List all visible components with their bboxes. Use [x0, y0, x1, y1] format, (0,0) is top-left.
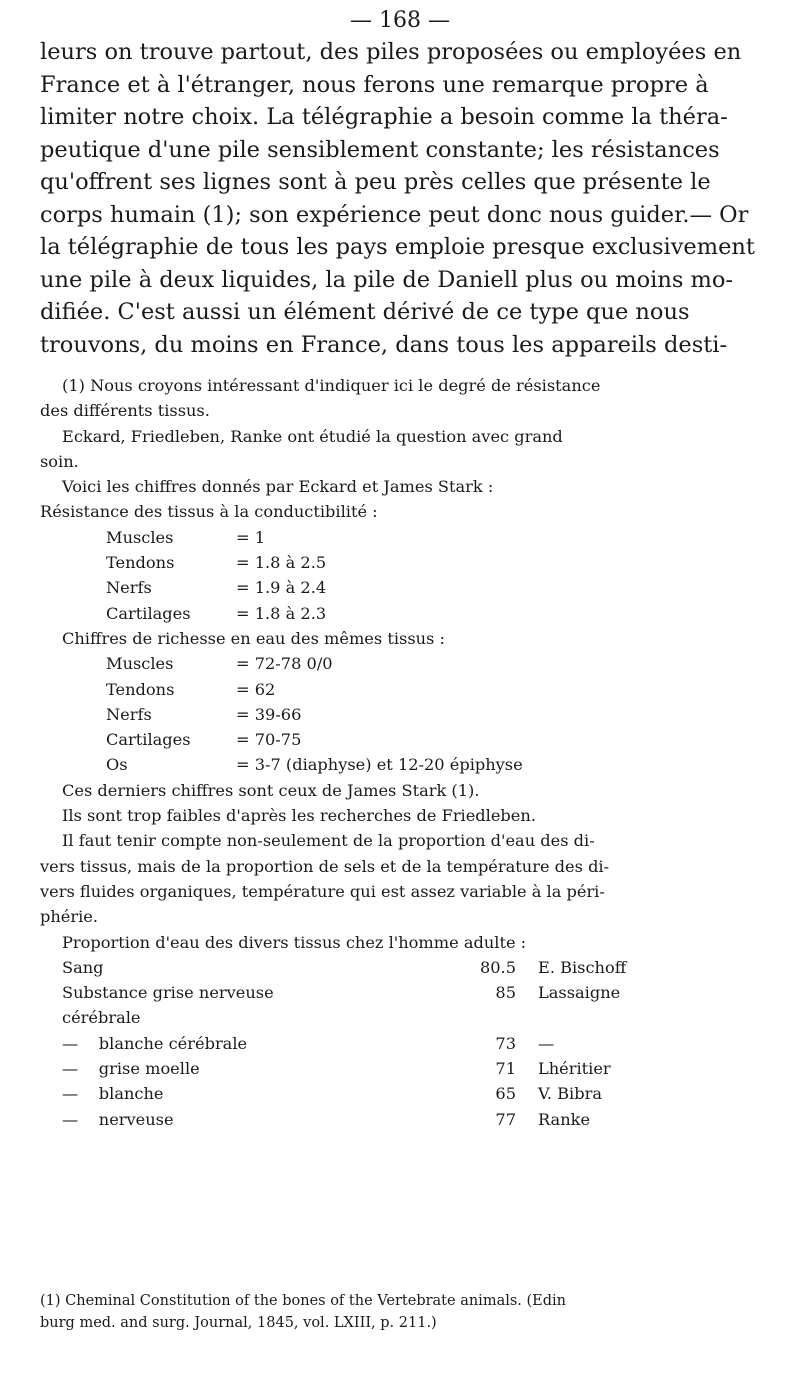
tissue-value: = 39-66	[236, 704, 302, 724]
tissue-name: Cartilages	[106, 603, 191, 623]
footnote-line: Eckard, Friedleben, Ranke ont étudié la question avec grand	[62, 426, 563, 446]
table-row	[62, 980, 626, 1031]
tissue-name: Cartilages	[106, 730, 191, 750]
tissue-value: = 1	[236, 527, 266, 547]
water-value: 77	[495, 1109, 516, 1129]
tissue-value: = 62	[236, 679, 276, 699]
tissue-name: Os	[106, 755, 128, 775]
table-cell	[62, 1031, 320, 1056]
resistance-heading: Résistance des tissus à la conductibilité :	[40, 502, 378, 522]
table-cell	[320, 1081, 398, 1106]
reference-line: burg med. and surg. Journal, 1845, vol. LXIII, p. 211.)	[40, 1315, 437, 1331]
source-name: Ranke	[538, 1109, 591, 1129]
footnote-line: vers fluides organiques, température qui est assez variable à la péri-	[40, 881, 605, 901]
tissue-prefix: —	[62, 1109, 79, 1129]
tissue-value: = 1.9 à 2.4	[236, 578, 327, 598]
water-row	[40, 651, 780, 676]
body-line: France et à l'étranger, nous ferons une remarque propre à	[40, 71, 709, 98]
table-cell	[62, 1081, 320, 1106]
table-row	[62, 955, 626, 980]
source-name: —	[538, 1033, 555, 1053]
resistance-row	[40, 601, 780, 626]
water-value: 65	[495, 1084, 516, 1104]
tissue-name: grise nerveuse cérébrale	[62, 983, 274, 1028]
table-cell	[320, 1031, 398, 1056]
tissue-name: blanche	[98, 1084, 164, 1104]
footnote-line: Il faut tenir compte non-seulement de la proportion d'eau des di-	[62, 831, 595, 851]
footnote-line: des différents tissus.	[40, 401, 210, 421]
water-value: 80.5	[479, 957, 516, 977]
water-value: 73	[495, 1033, 516, 1053]
water-value: 85	[495, 983, 516, 1003]
table-cell	[62, 955, 320, 980]
water-row	[40, 727, 780, 752]
tissue-prefix: —	[62, 1084, 79, 1104]
water-row	[40, 677, 780, 702]
tissue-value: = 70-75	[236, 730, 302, 750]
footnote-line: Ils sont trop faibles d'après les recherches de Friedleben.	[62, 806, 536, 826]
source-name: E. Bischoff	[538, 957, 627, 977]
page-number: — 168 —	[350, 8, 450, 33]
footnote-line: (1) Nous croyons intéressant d'indiquer ici le degré de résistance	[62, 376, 601, 395]
body-line: la télégraphie de tous les pays emploie presque exclusivement	[40, 234, 755, 260]
tissue-value: = 72-78 0/0	[236, 654, 333, 674]
table-cell	[62, 1056, 320, 1081]
proportion-heading: Proportion d'eau des divers tissus chez l'homme adulte :	[62, 932, 527, 952]
table-row	[62, 1031, 626, 1056]
body-line: qu'offrent ses lignes sont à peu près celles que présente le	[40, 169, 711, 195]
proportion-table	[62, 955, 626, 1132]
source-name: Lhéritier	[538, 1059, 611, 1079]
resistance-row	[40, 525, 780, 550]
table-row	[62, 1081, 626, 1106]
body-line: une pile à deux liquides, la pile de Daniell plus ou moins mo-	[40, 266, 734, 293]
tissue-name: Nerfs	[106, 578, 152, 598]
tissue-name: nerveuse	[98, 1109, 174, 1129]
table-cell	[62, 980, 320, 1031]
tissue-prefix: Substance	[62, 983, 148, 1003]
footnote-line: vers tissus, mais de la proportion de sels et de la température des di-	[40, 856, 610, 876]
footnote-line: Ces derniers chiffres sont ceux de James Stark (1).	[62, 780, 480, 800]
reference-footnote	[40, 1290, 780, 1334]
tissue-name: Muscles	[106, 654, 174, 674]
footnote	[40, 373, 780, 1132]
body-line: corps humain (1); son expérience peut donc nous guider.— Or	[40, 201, 749, 228]
source-name: Lassaigne	[538, 983, 621, 1003]
table-row	[62, 1056, 626, 1081]
body-line: trouvons, du moins en France, dans tous les appareils desti-	[40, 331, 728, 358]
water-value: 71	[495, 1059, 516, 1079]
tissue-name: Tendons	[106, 679, 175, 699]
water-row	[40, 702, 780, 727]
body-line: limiter notre choix. La télégraphie a besoin comme la théra-	[40, 104, 728, 130]
water-row	[40, 752, 780, 777]
tissue-name: Muscles	[106, 527, 174, 547]
tissue-name: Sang	[62, 957, 104, 977]
tissue-value: = 1.8 à 2.3	[236, 603, 327, 623]
resistance-row	[40, 575, 780, 600]
reference-line: (1) Cheminal Constitution of the bones of the Vertebrate animals. (Edin	[40, 1293, 567, 1309]
body-text	[40, 36, 780, 361]
tissue-name: blanche cérébrale	[98, 1033, 248, 1053]
table-cell	[320, 1056, 398, 1081]
tissue-name: grise moelle	[98, 1059, 200, 1079]
body-line: difiée. C'est aussi un élément dérivé de ce type que nous	[40, 299, 690, 325]
table-cell	[62, 1107, 320, 1132]
tissue-prefix: —	[62, 1033, 79, 1053]
footnote-line: soin.	[40, 451, 79, 471]
body-line: leurs on trouve partout, des piles proposées ou employées en	[40, 39, 742, 65]
resistance-row	[40, 550, 780, 575]
source-name: V. Bibra	[538, 1084, 602, 1104]
water-heading: Chiffres de richesse en eau des mêmes tissus :	[62, 628, 445, 648]
table-cell	[320, 980, 398, 1031]
table-row	[62, 1107, 626, 1132]
tissue-value: = 3-7 (diaphyse) et 12-20 épiphyse	[236, 755, 523, 775]
tissue-name: Nerfs	[106, 704, 152, 724]
tissue-value: = 1.8 à 2.5	[236, 553, 327, 573]
footnote-line: Voici les chiffres donnés par Eckard et James Stark :	[62, 477, 494, 497]
body-line: peutique d'une pile sensiblement constante; les résistances	[40, 136, 720, 163]
table-cell	[320, 1107, 398, 1132]
footnote-line: phérie.	[40, 907, 99, 927]
tissue-prefix: —	[62, 1059, 79, 1079]
tissue-name: Tendons	[106, 553, 175, 573]
table-cell	[320, 955, 398, 980]
